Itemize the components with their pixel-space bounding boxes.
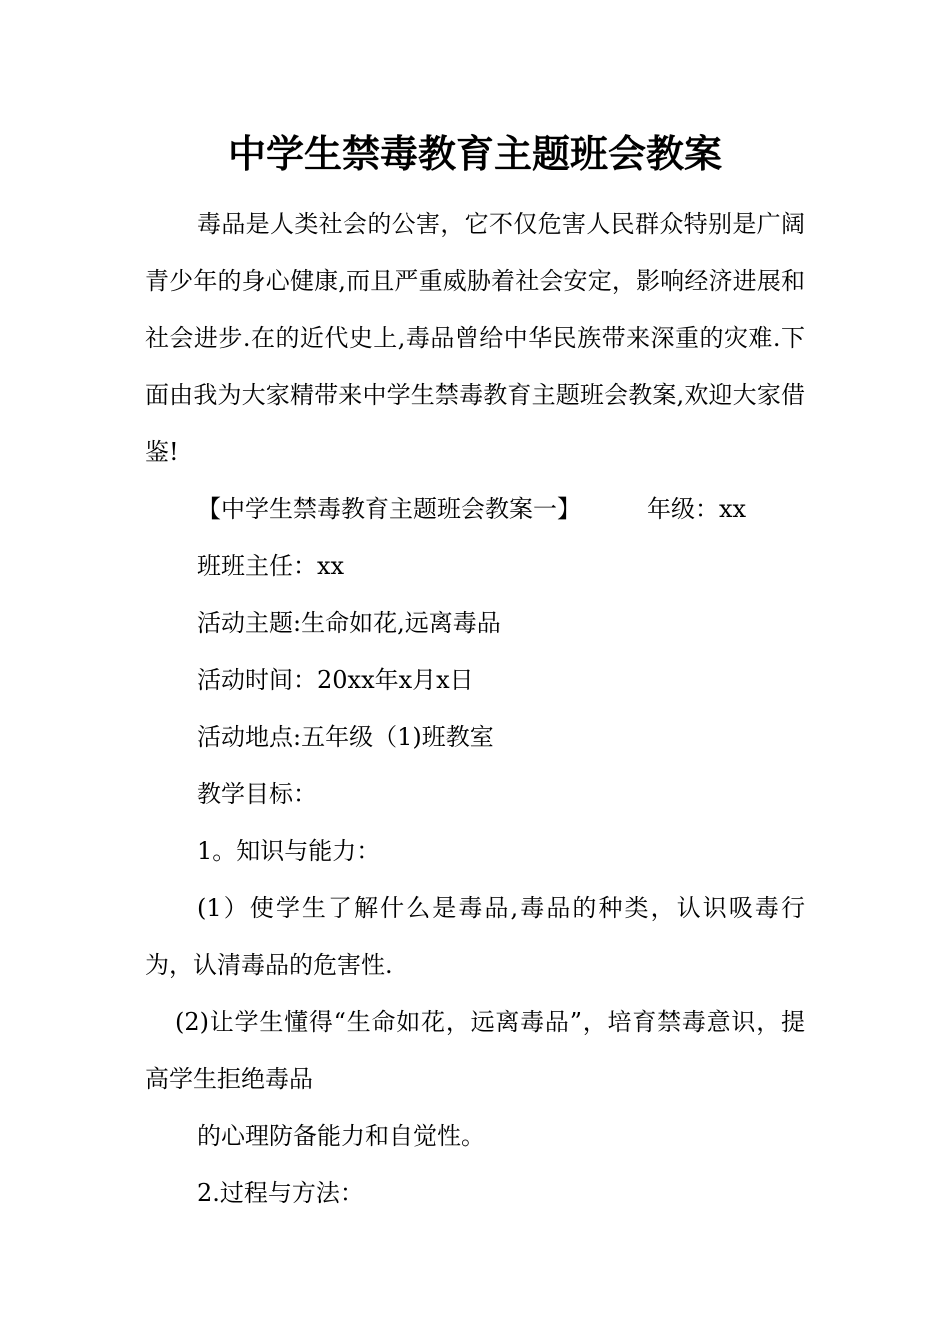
intro-paragraph: 毒品是人类社会的公害，它不仅危害人民群众特别是广阔青少年的身心健康,而且严重威胁着社会安定，影响经济进展和社会进步.在的近代史上,毒品曾给中华民族带来深重的灾难.下面由我为大家精带来中学生禁毒教育主题班会教案,欢迎大家借鉴! [145,210,805,466]
objectives-heading: 教学目标： [197,780,317,808]
objective-1-item-1: (1）使学生了解什么是毒品,毒品的种类，认识吸毒行为，认清毒品的危害性. [145,894,805,979]
spacer [581,481,647,538]
objective-1-item-2-continued: 的心理防备能力和自觉性。 [197,1122,485,1150]
section-heading: 【中学生禁毒教育主题班会教案一】 [197,495,581,523]
objective-1-item-2: (2)让学生懂得“生命如花，远离毒品”，培育禁毒意识，提高学生拒绝毒品 [145,1008,805,1093]
time-line: 活动时间：20xx年x月x日 [197,666,474,694]
objective-1-heading: 1。知识与能力： [197,837,381,865]
teacher-line: 班班主任：xx [197,552,345,580]
document-body [145,196,805,1222]
grade-text: 年级：xx [647,495,747,523]
location-line: 活动地点:五年级（1)班教室 [197,723,494,751]
page-title: 中学生禁毒教育主题班会教案 [227,132,722,176]
theme-line: 活动主题:生命如花,远离毒品 [197,609,501,637]
section-heading-row [145,481,805,538]
objective-2-heading: 2.过程与方法： [197,1179,364,1207]
